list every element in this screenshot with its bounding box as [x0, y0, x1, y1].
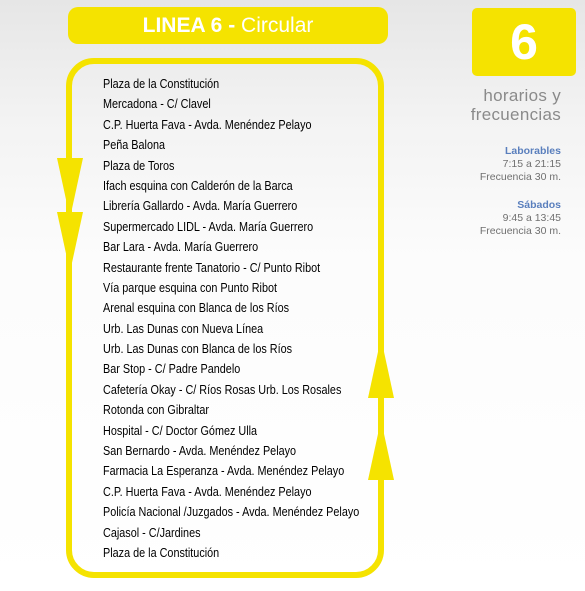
schedule-heading-line2: frecuencias — [470, 105, 561, 124]
stop-list — [103, 74, 401, 563]
schedule-saturdays — [480, 199, 561, 238]
down-arrow-icon — [57, 212, 83, 272]
line-number-badge — [472, 8, 576, 76]
schedule-frequency: Frecuencia 30 m. — [479, 225, 561, 237]
schedule-frequency: Frecuencia 30 m. — [479, 171, 561, 183]
schedule-day-label: Sábados — [517, 199, 561, 211]
line-number: 6 — [510, 14, 538, 70]
stop-item: Supermercado LIDL - Avda. María Guerrero — [103, 219, 314, 234]
stop-item: Peña Balona — [103, 138, 166, 153]
stop-item: Plaza de la Constitución — [103, 77, 220, 91]
schedule-weekdays — [480, 145, 561, 184]
stop-item: Cafetería Okay - C/ Ríos Rosas Urb. Los Rosales — [103, 382, 342, 397]
stop-item: Farmacia La Esperanza - Avda. Menéndez Pelayo — [103, 464, 345, 479]
stop-item: Cajasol - C/Jardines — [103, 525, 201, 540]
stop-item: Policía Nacional /Juzgados - Avda. Menéndez Pelayo — [103, 505, 360, 520]
line-label: LINEA 6 — [142, 13, 223, 37]
schedule-hours: 7:15 a 21:15 — [502, 158, 561, 170]
stop-item: San Bernardo - Avda. Menéndez Pelayo — [103, 444, 297, 459]
stop-item: Vía parque esquina con Punto Ribot — [103, 280, 278, 295]
stop-item: Librería Gallardo - Avda. María Guerrero — [103, 199, 298, 214]
stop-item: Mercadona - C/ Clavel — [103, 97, 211, 112]
stop-item: Urb. Las Dunas con Blanca de los Ríos — [103, 342, 293, 357]
stop-item: C.P. Huerta Fava - Avda. Menéndez Pelayo — [103, 484, 312, 499]
schedule-day-label: Laborables — [504, 145, 561, 157]
stop-item: Ifach esquina con Calderón de la Barca — [103, 178, 293, 193]
stop-item: Bar Stop - C/ Padre Pandelo — [103, 362, 241, 377]
schedule-heading-line1: horarios y — [483, 86, 561, 105]
line-title-banner — [68, 7, 388, 44]
stop-item: Arenal esquina con Blanca de los Ríos — [103, 301, 290, 316]
route-name: Circular — [241, 13, 314, 37]
stop-item: Restaurante frente Tanatorio - C/ Punto Ribot — [103, 260, 321, 275]
stop-item: C.P. Huerta Fava - Avda. Menéndez Pelayo — [103, 117, 312, 132]
schedule-heading — [471, 86, 561, 124]
stop-item: Plaza de Toros — [103, 158, 175, 173]
down-arrow-icon — [57, 158, 83, 218]
stop-item: Plaza de la Constitución — [103, 545, 220, 560]
stop-item: Urb. Las Dunas con Nueva Línea — [103, 321, 264, 336]
stop-item: Hospital - C/ Doctor Gómez Ulla — [103, 423, 258, 438]
stop-item: Rotonda con Gibraltar — [103, 403, 209, 418]
title-separator: - — [222, 13, 242, 37]
schedule-hours: 9:45 a 13:45 — [502, 212, 561, 224]
stop-item: Bar Lara - Avda. María Guerrero — [103, 240, 259, 255]
